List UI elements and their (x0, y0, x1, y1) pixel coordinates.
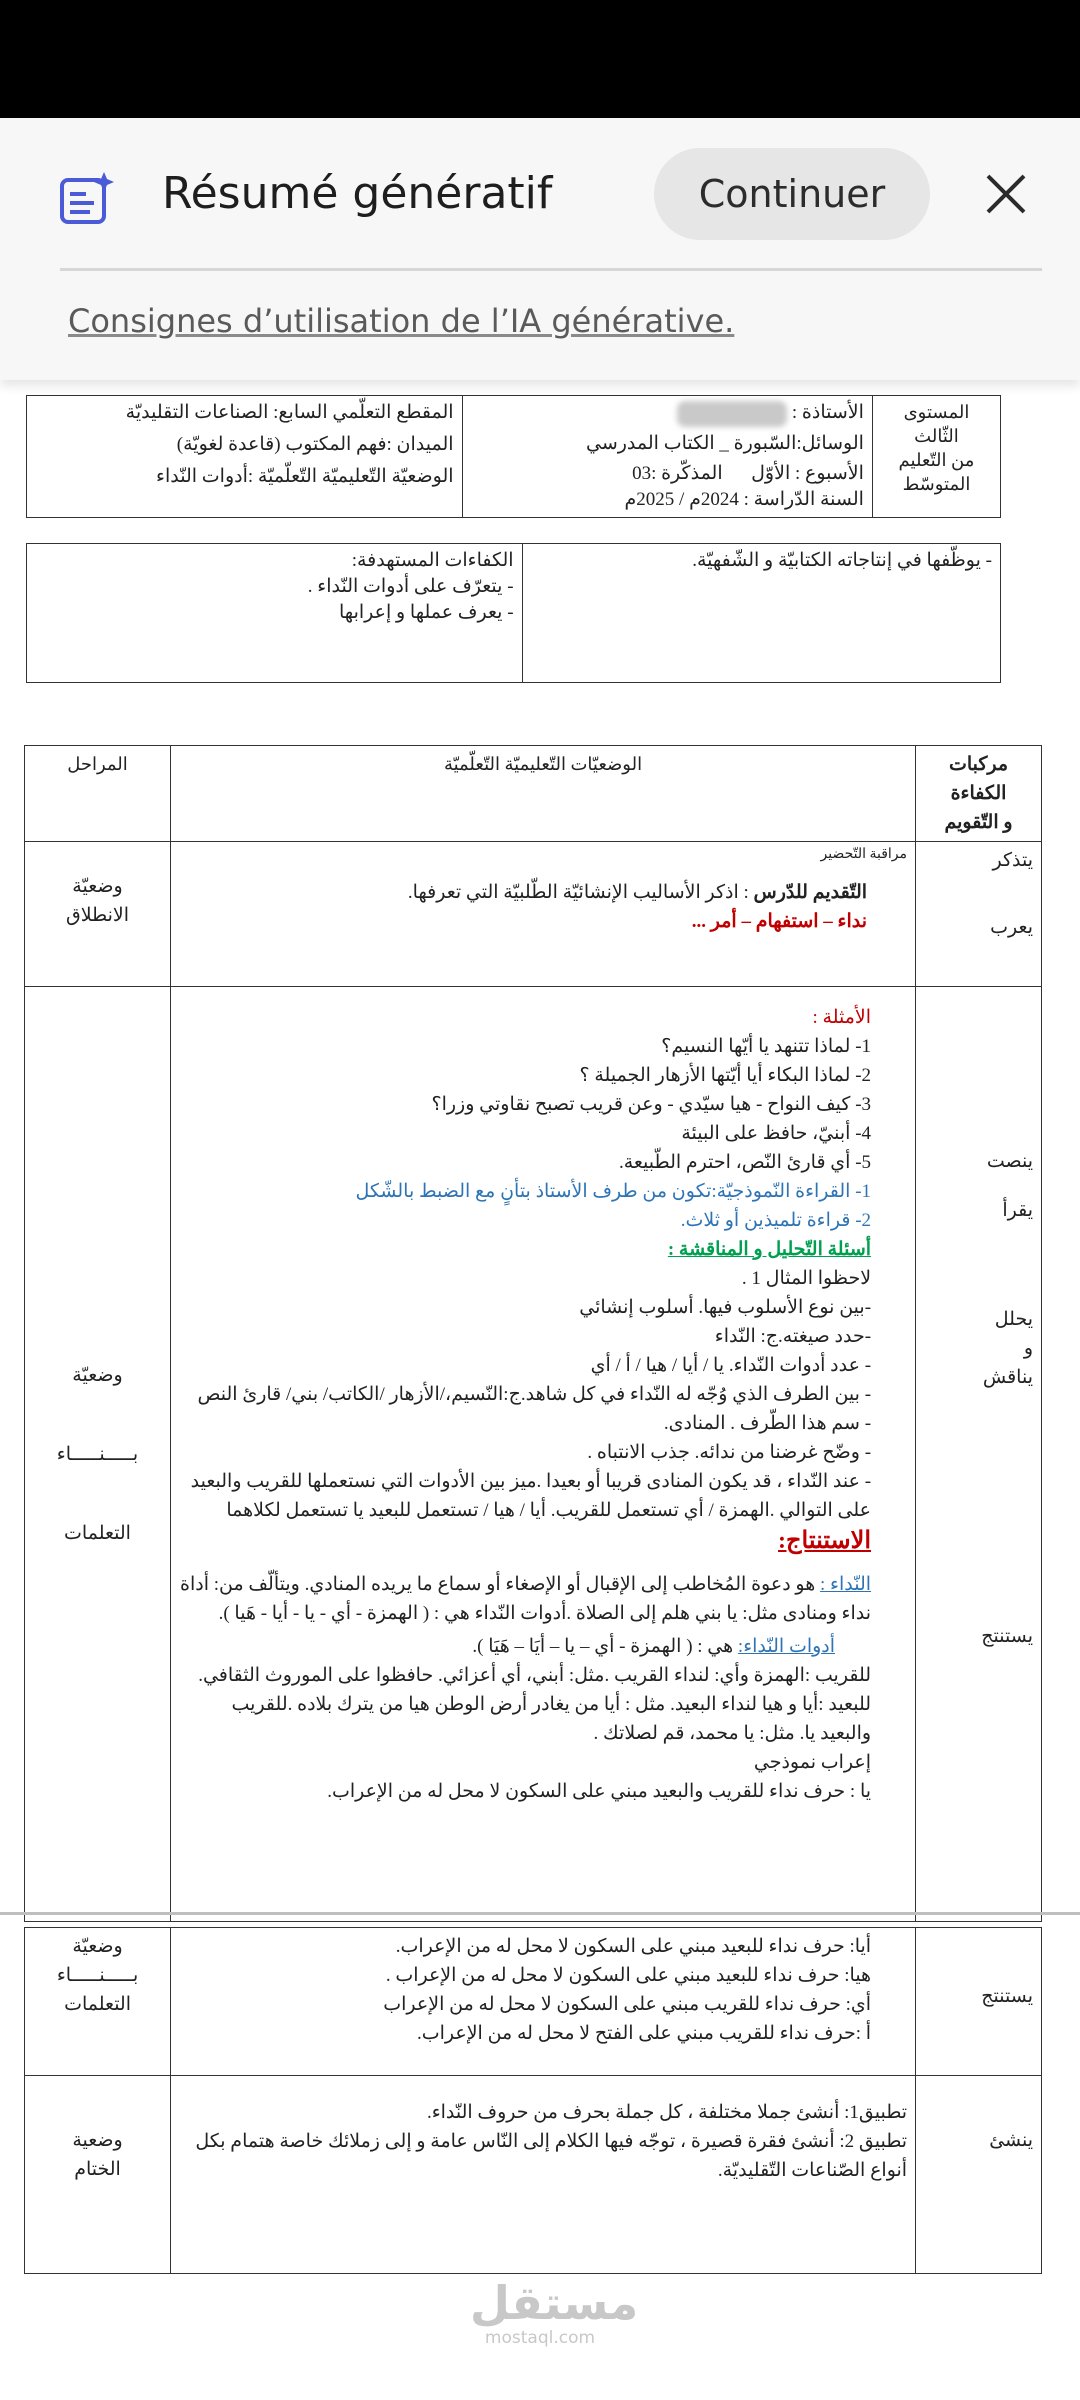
level-line: من التّعليم (898, 450, 975, 470)
teacher-label: الأستاذة : (791, 402, 864, 423)
stage-line: الختام (74, 2159, 121, 2180)
teacher-cell (462, 396, 872, 518)
analysis-title: أسئلة التّحليل و المناقشة : (667, 1239, 872, 1260)
status-bar (0, 0, 1080, 118)
watermark-url: mostaql.com (484, 2328, 596, 2348)
near-far-line: يا : حرف نداء للقريب والبعيد مبني على السكون لا محل له من الإعراب. (327, 1781, 872, 1802)
redacted-name (677, 401, 787, 427)
situations-header: الوضعيّات التّعليميّة التّعلّميّة (170, 746, 915, 842)
analysis-line: - وضّح غرضنا من ندائه. جذب الانتباه . (587, 1442, 872, 1463)
lesson-steps-table-continued (24, 1927, 1042, 2274)
prep-check-text: مراقبة التّحضير (820, 847, 908, 862)
parsing-line: أ :حرف نداء للقريب مبني على الفتح لا محل له من الإعراب. (416, 2023, 872, 2044)
model-reading-line: 1- القراءة النّموذجيّة:تكون من طرف الأستاذ بتأنٍ مع الضبط بالشّكل (355, 1181, 872, 1202)
continued-side-cell (916, 1928, 1042, 2076)
analysis-line: - عدد أدوات النّداء. يا / أيا / هيا / أ / أي (590, 1355, 872, 1376)
side-verb: يناقش (982, 1367, 1033, 1388)
exercise-line: تطبيق1: أنشئ جملا مختلفة ، كل جملة بحرف من حروف النّداء. (426, 2102, 908, 2123)
watermark-arabic: مستقل (470, 2276, 639, 2330)
build-stage-cell (25, 987, 171, 1922)
level-line: الثّالث (914, 426, 959, 446)
stage-line: التعلمات (64, 1522, 131, 1544)
panel-divider (60, 268, 1042, 271)
tools-term: أدوات النّداء: (737, 1636, 836, 1657)
side-verb: يقرأ (1002, 1200, 1033, 1221)
usage-text: - يوظّفها في إنتاجاته الكتابيّة و الشّفهيّة. (692, 550, 992, 571)
definition-block (179, 1570, 871, 1628)
definition-text: هو دعوة المُخاطب إلى الإقبال أو الإصغاء أو سماع ما يريده المنادي. ويتألّف من: أداة نداء ومنادى مثل: يا بني هلم إلى الصلاة .أدوات النّداء هي : ( الهمزة - أي - يا - أيا - هَيا ). (180, 1574, 872, 1624)
side-verb: يعرب (990, 917, 1033, 938)
closing-content-cell (171, 2076, 916, 2274)
page-divider (0, 1912, 1080, 1915)
exercise-line: تطبيق 2: أنشئ فقرة قصيرة ، توجّه فيها الكلام إلى النّاس عامة و إلى زملائك خاصة هتمام بكل أنواع الصّناعات التّقليديّة. (195, 2131, 908, 2181)
lesson-steps-table (24, 745, 1042, 1922)
intro-line (179, 878, 867, 907)
example-line: 3- كيف النواح - هيا سيّدي - وعن قريب تصبح نقاوتي وزرا؟ (431, 1094, 872, 1115)
examples-title: الأمثلة : (812, 1007, 872, 1028)
stages-header: المراحل (25, 746, 171, 842)
side-verb: ينشئ (989, 2130, 1033, 2151)
parsing-line: أي: حرف نداء للقريب مبني على السكون لا محل له من الإعراب (383, 1994, 872, 2015)
stage-line: بـــــنـــــاء (56, 1965, 139, 1986)
week-row (471, 461, 864, 487)
side-verb: يحلل (994, 1309, 1033, 1330)
continued-content-cell (171, 1928, 916, 2076)
parsing-line: هيا: حرف نداء للبعيد مبني على السكون لا محل له من الإعراب . (385, 1965, 872, 1986)
example-line: 2- لماذا البكاء أيا أيّتها الأزهار الجميلة ؟ (579, 1065, 872, 1086)
lesson-document (0, 380, 1080, 2400)
segment-cell (27, 396, 463, 518)
side-verb: ينصت (986, 1151, 1033, 1172)
side-verb: يستنتج (981, 1626, 1033, 1647)
competency-item: - يعرف عملها و إعرابها (339, 602, 514, 623)
situation-text: الوضعيّة التّعليميّة التّعلّميّة :أدوات النّداء (156, 466, 454, 487)
side-verb: يستنتج (981, 1986, 1033, 2007)
continue-button[interactable]: Continuer (654, 148, 930, 240)
domain-text: الميدان :فهم المكتوب (قاعدة لغويّة) (176, 434, 454, 455)
conclusion-title: الاستنتاج: (778, 1528, 872, 1554)
level-line: المستوى (903, 402, 970, 422)
week-text: الأسبوع : الأوّل (751, 462, 864, 484)
competencies-title: الكفاءات المستهدفة: (351, 550, 514, 571)
launch-content-cell (170, 842, 915, 987)
near-far-line: للبعيد :أيا و هيا لنداء البعيد. مثل : أيا من يغادر أرض الوطن هيا من يترك بلاده .للقريب والبعيد يا. مثل: يا محمد، قم لصلاتك . (231, 1694, 872, 1744)
generative-summary-panel (0, 118, 1080, 380)
side-verb: و (1023, 1338, 1033, 1359)
continued-stage-cell (25, 1928, 171, 2076)
launch-side-cell (916, 842, 1042, 987)
stage-line: وضعيّة (72, 876, 123, 897)
means-text: الوسائل:السّبورة _ الكتاب المدرسي (586, 432, 864, 454)
analysis-line: - سم هذا الطّرف . المنادى. (663, 1413, 872, 1434)
analysis-line: -بين نوع الأسلوب فيها. أسلوب إنشائي (579, 1297, 872, 1318)
competency-item: - يتعرّف على أدوات النّداء . (307, 576, 514, 597)
parsing-line: أيا: حرف نداء للبعيد مبني على السكون لا محل له من الإعراب. (395, 1936, 872, 1957)
level-line: المتوسّط (902, 474, 971, 494)
example-line: 1- لماذا تتنهد يا أيّها النسيم؟ (661, 1036, 872, 1057)
panel-title: Résumé génératif (162, 168, 553, 219)
analysis-line: لاحظوا المثال 1 . (741, 1268, 872, 1289)
near-far-line: إعراب نموذجي (753, 1752, 872, 1773)
stage-line: وضعيّة (72, 1364, 123, 1386)
header-table (26, 395, 1001, 518)
header-line: و التّقويم (944, 812, 1013, 833)
ai-guidelines-link[interactable]: Consignes d’utilisation de l’IA générative. (68, 302, 735, 340)
intro-label: التّقديم للدّرس (753, 882, 868, 903)
teacher-row (471, 400, 864, 427)
analysis-line: -حدد صيغته.ج: النّداء (714, 1326, 872, 1347)
near-far-line: للقريب :الهمزة وأي: لنداء القريب .مثل: أبني، أي أعزائي. حافظوا على الموروث الثقافي. (198, 1665, 872, 1686)
usage-cell (522, 544, 1000, 683)
side-verb: يتذكر (992, 850, 1033, 871)
analysis-line: - بين الطرف الذي وُجّه له النّداء في كل شاهد.ج:النّسيم،/الأزهار /الكاتب/ بني/ قارئ النص (197, 1384, 872, 1405)
build-side-cell (916, 987, 1042, 1922)
competencies-table (26, 543, 1001, 683)
close-icon[interactable] (978, 166, 1034, 222)
tools-text: هي : ( الهمزة - أي – يا – أيَا – هَيَا ). (472, 1636, 734, 1657)
stage-line: وضعية (72, 2130, 123, 2151)
ai-summary-icon (58, 170, 116, 228)
closing-stage-cell (25, 2076, 171, 2274)
memo-text: المذكّرة :03 (632, 462, 723, 484)
intro-answer: نداء – استفهام – أمر ... (691, 911, 868, 932)
segment-text: المقطع التعلّمي السابع: الصناعات التقليديّة (125, 402, 454, 423)
components-header (916, 746, 1042, 842)
stage-line: الانطلاق (65, 905, 130, 926)
example-line: 4- أبنيّ، حافظ على البيئة (681, 1123, 872, 1144)
tools-block (179, 1632, 835, 1661)
school-year-text: السنة الدّراسة : 2024م / 2025م (624, 488, 864, 510)
stage-line: وضعيّة (72, 1936, 123, 1957)
launch-stage-cell (25, 842, 171, 987)
stage-line: التعلمات (64, 1994, 131, 2015)
level-cell (872, 396, 1000, 518)
intro-text: : اذكر الأساليب الإنشائيّة الطّلبيّة التي تعرفها. (407, 882, 749, 903)
analysis-line: - عند النّداء ، قد يكون المنادى قريبا أو بعيدا .ميز بين الأدوات التي نستعملها للقريب والبعيد على التوالي .الهمزة / أي تستعمل للقريب. أيا / هيا / تستعمل للبعيد يا تستعمل لكلاهما (190, 1471, 872, 1521)
stage-line: بـــــنـــــاء (56, 1443, 139, 1465)
header-line: مركبات (948, 754, 1009, 775)
definition-term: النّداء : (820, 1574, 872, 1595)
closing-side-cell (916, 2076, 1042, 2274)
student-reading-line: 2- قراءة تلميذين أو ثلاث. (680, 1210, 872, 1231)
example-line: 5- أي قارئ النّص، احترم الطّبيعة. (618, 1152, 872, 1173)
mostaql-watermark (470, 2276, 639, 2348)
competencies-cell (27, 544, 523, 683)
header-line: الكفاءة (950, 783, 1007, 804)
build-content-cell (170, 987, 915, 1922)
